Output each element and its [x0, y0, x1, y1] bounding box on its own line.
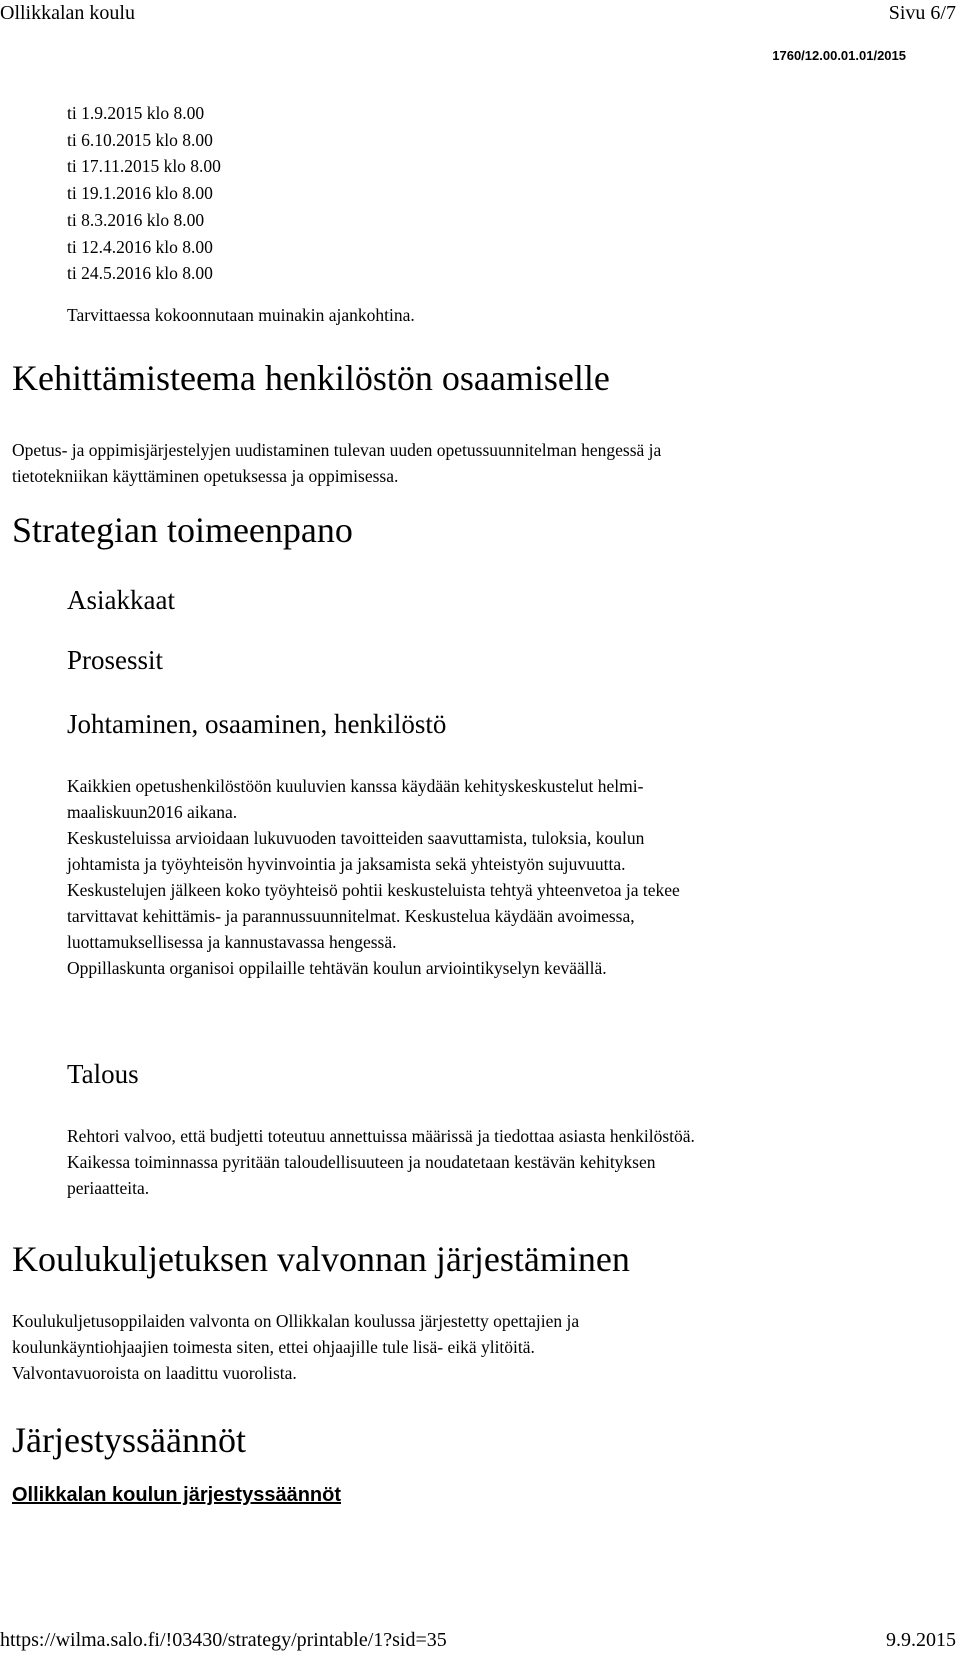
- list-item: ti 24.5.2016 klo 8.00: [67, 263, 213, 284]
- list-item: ti 17.11.2015 klo 8.00: [67, 156, 221, 177]
- header-page-number: Sivu 6/7: [888, 2, 956, 24]
- subsection-title-johtaminen: Johtaminen, osaaminen, henkilöstö: [67, 709, 447, 739]
- paragraph-line: koulunkäyntiohjaajien toimesta siten, ettei ohjaajille tule lisä- eikä ylitöitä.: [12, 1337, 535, 1357]
- subsection-title-asiakkaat: Asiakkaat: [67, 585, 175, 615]
- paragraph-line: Valvontavuoroista on laadittu vuorolista.: [12, 1363, 297, 1383]
- list-item: ti 12.4.2016 klo 8.00: [67, 236, 213, 257]
- subsection-title-prosessit: Prosessit: [67, 645, 164, 675]
- paragraph-line: tarvittavat kehittämis- ja parannussuunnitelmat. Keskustelua käydään avoimessa,: [67, 906, 635, 926]
- header-school-name: Ollikkalan koulu: [0, 2, 135, 24]
- subsection-title-talous: Talous: [67, 1059, 139, 1089]
- paragraph-line: johtamista ja työyhteisön hyvinvointia ja jaksamista sekä yhteistyön sujuvuutta.: [67, 854, 626, 874]
- paragraph-line: Kaikessa toiminnassa pyritään taloudellisuuteen ja noudatetaan kestävän kehityksen: [67, 1152, 656, 1172]
- koulukuljetus-text: [12, 1308, 579, 1386]
- johtaminen-text: [67, 773, 680, 981]
- paragraph-line: Kaikkien opetushenkilöstöön kuuluvien kanssa käydään kehityskeskustelut helmi-: [67, 776, 644, 796]
- paragraph-line: luottamuksellisessa ja kannustavassa hengessä.: [67, 932, 397, 952]
- section-title-strategia: Strategian toimeenpano: [12, 510, 353, 550]
- document-id: 1760/12.00.01.01/2015: [772, 48, 906, 63]
- footer-url: https://wilma.salo.fi/!03430/strategy/printable/1?sid=35: [0, 1629, 447, 1651]
- paragraph-line: Keskusteluissa arvioidaan lukuvuoden tavoitteiden saavuttamista, tuloksia, koulun: [67, 828, 645, 848]
- list-item: ti 1.9.2015 klo 8.00: [67, 103, 205, 123]
- talous-text: [67, 1123, 695, 1201]
- paragraph-line: maaliskuun2016 aikana.: [67, 802, 238, 822]
- section-title-koulukuljetus: Koulukuljetuksen valvonnan järjestäminen: [12, 1239, 630, 1279]
- paragraph-line: tietotekniikan käyttäminen opetuksessa ja oppimisessa.: [12, 466, 399, 486]
- list-item: ti 8.3.2016 klo 8.00: [67, 209, 205, 230]
- paragraph-line: Koulukuljetusoppilaiden valvonta on Ollikkalan koulussa järjestetty opettajien ja: [12, 1311, 580, 1331]
- section-title-kehittamisteema: Kehittämisteema henkilöstön osaamiselle: [12, 358, 610, 398]
- meeting-dates-list: [67, 100, 221, 287]
- dates-note: Tarvittaessa kokoonnutaan muinakin ajankohtina.: [67, 305, 415, 325]
- section-title-jarjestyssaannot: Järjestyssäännöt: [12, 1420, 246, 1460]
- paragraph-line: periaatteita.: [67, 1178, 150, 1198]
- rules-link[interactable]: Ollikkalan koulun järjestyssäännöt: [12, 1484, 342, 1506]
- list-item: ti 19.1.2016 klo 8.00: [67, 183, 213, 204]
- paragraph-line: Opetus- ja oppimisjärjestelyjen uudistaminen tulevan uuden opetussuunnitelman hengessä ja: [12, 440, 662, 460]
- footer-date: 9.9.2015: [886, 1629, 956, 1651]
- list-item: ti 6.10.2015 klo 8.00: [67, 129, 213, 150]
- kehittamisteema-text: [12, 437, 661, 489]
- paragraph-line: Rehtori valvoo, että budjetti toteutuu annettuissa määrissä ja tiedottaa asiasta henkilöstöä.: [67, 1126, 695, 1146]
- paragraph-line: Oppillaskunta organisoi oppilaille tehtävän koulun arviointikyselyn keväällä.: [67, 958, 607, 978]
- paragraph-line: Keskustelujen jälkeen koko työyhteisö pohtii keskusteluista tehtyä yhteenvetoa ja tekee: [67, 880, 680, 900]
